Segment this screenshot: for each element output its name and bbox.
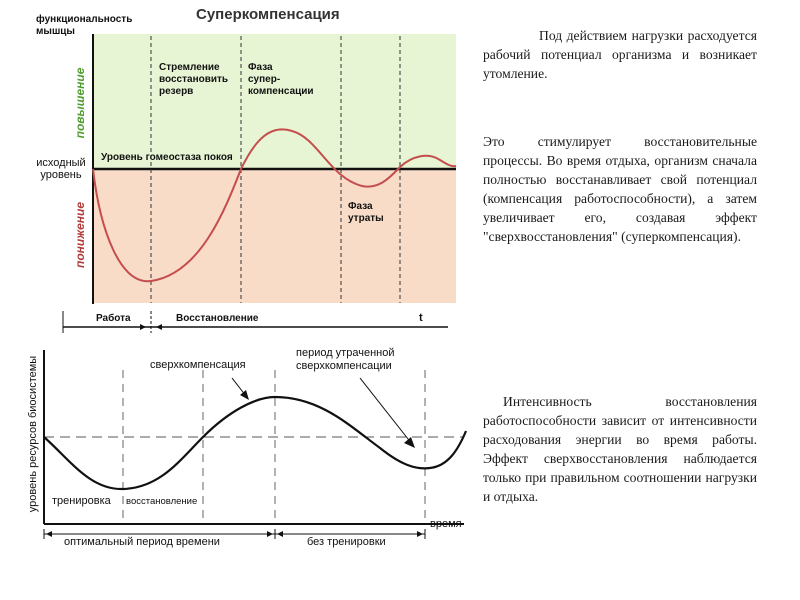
phase-loss-line1: Фаза <box>348 201 373 212</box>
training-label: тренировка <box>52 495 111 507</box>
increase-zone <box>93 34 456 169</box>
homeostasis-label: Уровень гомеостаза покоя <box>101 152 233 163</box>
resource-graphic <box>0 340 475 600</box>
phase-loss-label <box>348 201 384 225</box>
y-axis-label-line1: функциональность <box>36 14 133 25</box>
paragraph-load: Под действием нагрузки расходуется рабочий потенциал организма и возникает утомление. <box>483 28 757 81</box>
decrease-label: понижение <box>73 202 87 268</box>
phase-restore-label <box>159 62 228 98</box>
recovery-label: Восстановление <box>176 313 259 324</box>
phase-restore-line3: резерв <box>159 86 194 97</box>
baseline-label-line2: уровень <box>40 169 82 181</box>
period-arrow-mid-left <box>267 531 273 537</box>
phase-restore-line2: восстановить <box>159 74 229 85</box>
resource-y-axis-label: уровень ресурсов биосистемы <box>27 355 39 513</box>
baseline-label-line1: исходный <box>36 157 86 169</box>
supercompensation-diagram <box>0 0 470 335</box>
paragraph-intensity: Интенсивность восстановления работоспособности зависит от интенсивности расходования энергии во время работы. Эффект сверхвосстановления наблюдается только при правильном соотношении нагрузки и отдыха. <box>483 394 757 504</box>
phase-loss-line2: утраты <box>348 213 384 224</box>
period-arrow-start <box>46 531 52 537</box>
phase-super-label <box>248 62 314 98</box>
y-axis-label-line2: мышцы <box>36 26 75 37</box>
paragraph-recovery: Это стимулирует восстановительные процессы. Во время отдыха, организм сначала полностью восстанавливает свой потенциал (компенсация работоспособности), а затем увеличивает его, создавая эффект "сверхвосстановления" (суперкомпенсация). <box>483 134 757 244</box>
lost-period-arrowhead <box>404 437 415 448</box>
optimal-period-label: оптимальный период времени <box>64 536 220 548</box>
recovery-label-bottom: восстановление <box>126 496 198 507</box>
supercomp-label: сверхкомпенсация <box>150 359 246 371</box>
resource-diagram <box>0 340 475 600</box>
lost-period-line1: период утраченной <box>296 347 395 359</box>
time-axis-arrow-left <box>140 324 146 330</box>
phase-super-line3: компенсации <box>248 86 314 97</box>
phase-super-line1: Фаза <box>248 62 273 73</box>
phase-restore-line1: Стремление <box>159 62 220 73</box>
baseline-label <box>30 157 92 181</box>
work-label: Работа <box>96 313 131 324</box>
no-training-label: без тренировки <box>307 536 386 548</box>
diagram-title: Суперкомпенсация <box>196 6 340 23</box>
resource-curve <box>44 397 466 489</box>
lost-period-label <box>296 347 394 373</box>
increase-label: повышение <box>73 67 87 139</box>
y-axis-label <box>36 14 132 38</box>
period-arrow-mid-right <box>277 531 283 537</box>
phase-super-line2: супер- <box>248 74 281 85</box>
time-axis-arrow-right <box>156 324 162 330</box>
lost-period-arrow <box>360 378 412 444</box>
supercomp-arrowhead <box>240 390 249 400</box>
time-label: t <box>419 312 423 324</box>
lost-period-line2: сверхкомпенсации <box>296 360 392 372</box>
decrease-zone <box>93 169 456 303</box>
period-arrow-end <box>417 531 423 537</box>
time-label-bottom: время <box>430 518 462 530</box>
